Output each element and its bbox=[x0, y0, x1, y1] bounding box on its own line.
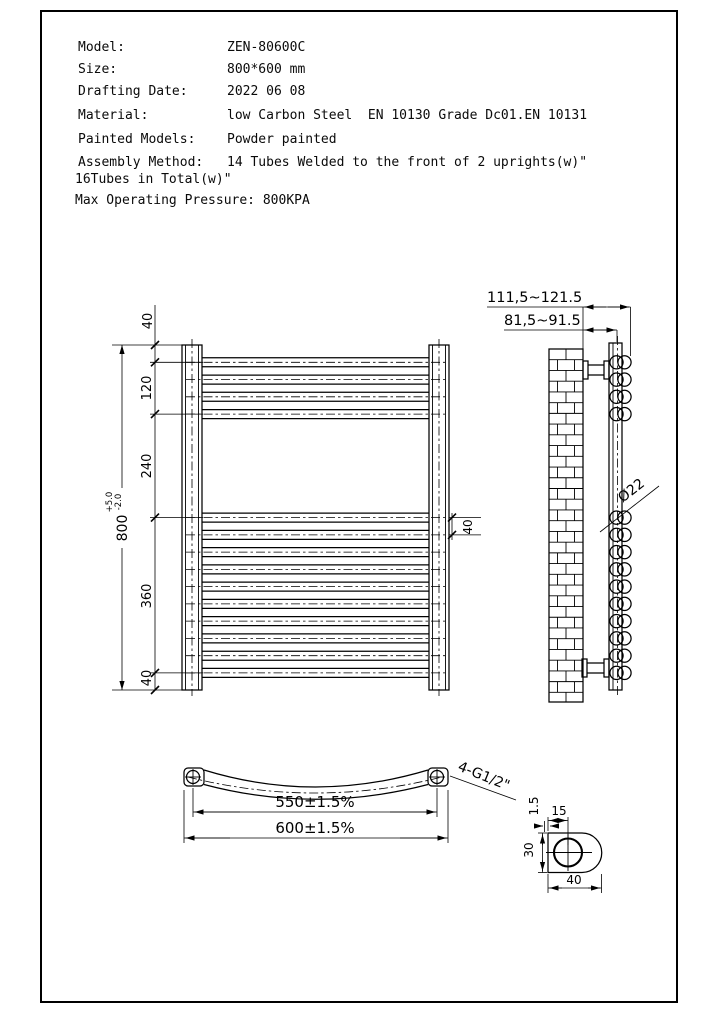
dim-hole-offset: 15 bbox=[551, 804, 567, 818]
dim-hole-centres: 550±1.5% bbox=[275, 793, 355, 811]
dim-connections: 4-G1/2" bbox=[455, 758, 512, 795]
dim-overall-width: 600±1.5% bbox=[275, 819, 355, 837]
left-lug bbox=[184, 768, 204, 786]
dim-tolerance-minus: -2.0 bbox=[114, 493, 124, 511]
assembly-value: 14 Tubes Welded to the front of 2 uprights(w)" bbox=[227, 155, 588, 170]
tubes-total-note: 16Tubes in Total(w)" bbox=[75, 172, 232, 187]
dim-bracket-height: 30 bbox=[522, 842, 536, 858]
wall-section bbox=[549, 349, 583, 702]
front-dimensions bbox=[105, 305, 481, 694]
material-label: Material: bbox=[78, 108, 149, 123]
dim-bracket-width: 40 bbox=[566, 873, 582, 887]
detail-view bbox=[522, 796, 602, 893]
material-value: low Carbon Steel EN 10130 Grade Dc01.EN 10131 bbox=[227, 108, 588, 123]
bottom-dimensions bbox=[184, 759, 516, 843]
painted-label: Painted Models: bbox=[78, 132, 196, 147]
dim-tolerance-plus: +5.0 bbox=[105, 491, 115, 513]
dim-upper-group: 120 bbox=[140, 375, 155, 401]
side-dimensions bbox=[487, 290, 659, 532]
side-view bbox=[487, 290, 659, 702]
dim-lower-group: 360 bbox=[140, 583, 155, 609]
dim-wall-to-front-min: 81,5~91.5 bbox=[504, 313, 581, 329]
assembly-label: Assembly Method: bbox=[78, 155, 204, 170]
front-tubes bbox=[186, 358, 445, 678]
dim-bottom-spacing: 40 bbox=[140, 669, 155, 687]
size-label: Size: bbox=[78, 62, 118, 77]
date-value: 2022 06 08 bbox=[227, 84, 306, 99]
top-bracket bbox=[583, 361, 609, 379]
front-view bbox=[105, 305, 481, 696]
right-lug bbox=[428, 768, 448, 786]
bottom-bracket bbox=[582, 659, 609, 677]
bottom-view bbox=[184, 759, 516, 843]
pressure-note: Max Operating Pressure: 800KPA bbox=[75, 193, 310, 208]
dim-wall-to-front-max: 111,5~121.5 bbox=[487, 290, 583, 306]
painted-value: Powder painted bbox=[227, 132, 337, 147]
dim-overall-height: 800 bbox=[115, 514, 131, 542]
dim-tube-pitch: 40 bbox=[461, 519, 475, 535]
date-label: Drafting Date: bbox=[78, 84, 188, 99]
dim-middle-gap: 240 bbox=[140, 453, 155, 479]
dim-tube-diameter: Ø22 bbox=[615, 475, 648, 507]
model-label: Model: bbox=[78, 40, 125, 55]
size-value: 800*600 mm bbox=[227, 62, 306, 77]
dim-top-spacing: 40 bbox=[141, 312, 156, 330]
model-value: ZEN-80600C bbox=[227, 40, 306, 55]
dim-wall-thickness: 1.5 bbox=[527, 796, 541, 816]
detail-dimensions bbox=[522, 796, 602, 893]
